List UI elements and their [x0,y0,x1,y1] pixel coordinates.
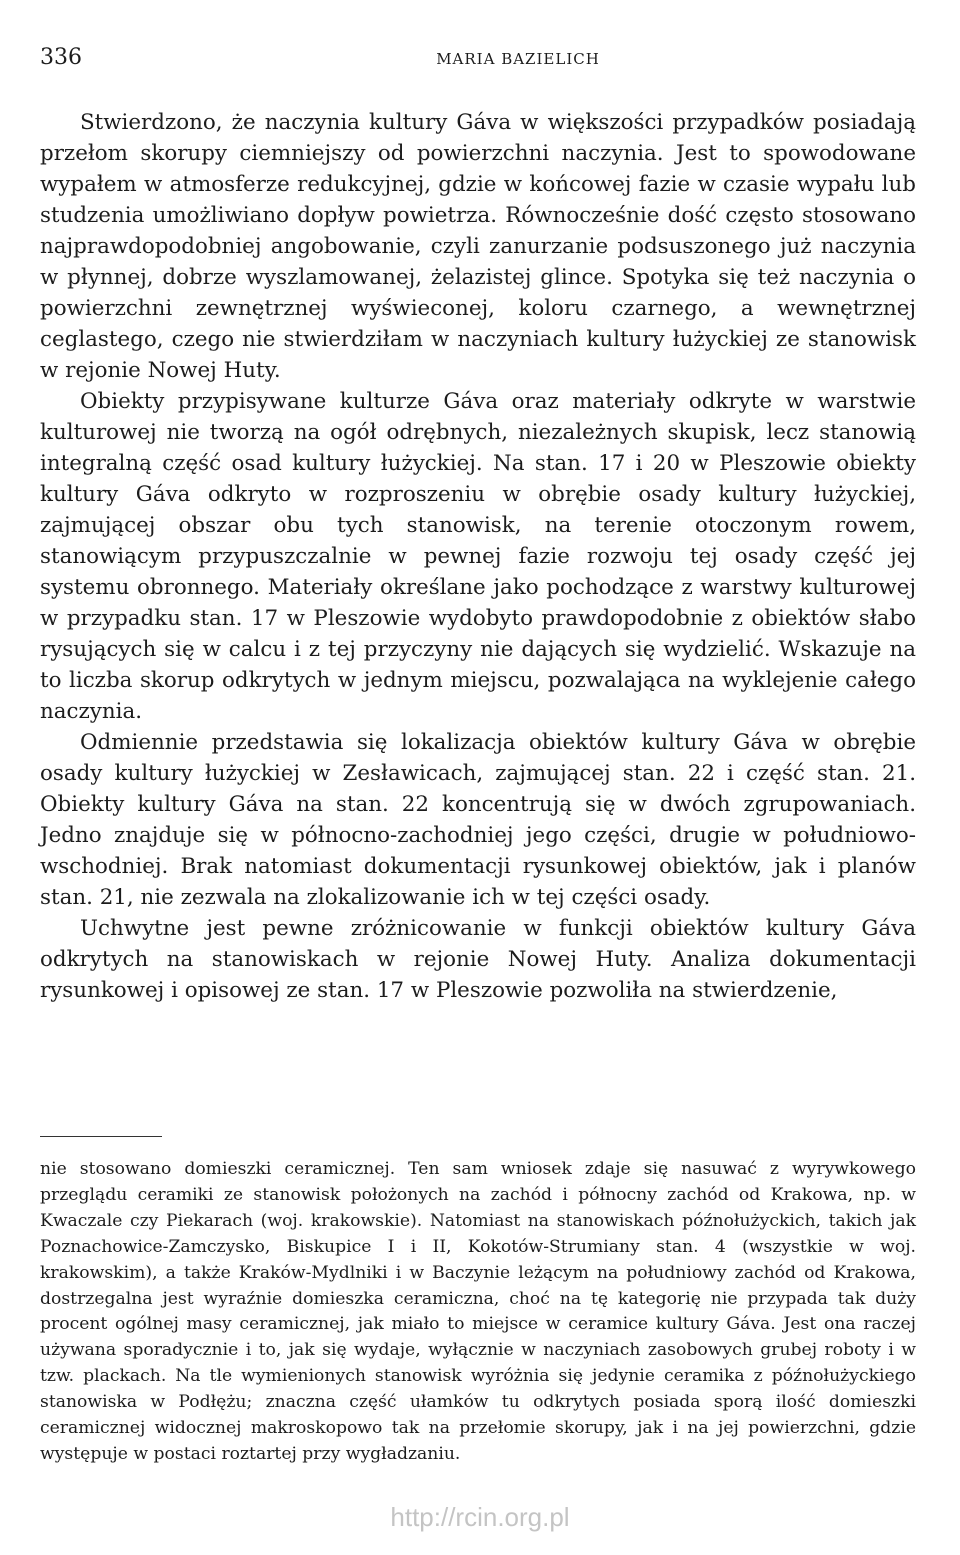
paragraph: Uchwytne jest pewne zróżnicowanie w funkcji obiektów kultury Gáva odkrytych na stanowiskach w rejonie Nowej Huty. Analiza dokumentacji rysunkowej i opisowej ze stan. 17 w Pleszowie pozwoliła na stwierdzenie, [40,916,916,1003]
page-header [40,40,916,80]
paragraph: Odmiennie przedstawia się lokalizacja obiektów kultury Gáva w obrębie osady kultury łużyckiej w Zesławicach, zajmującej stan. 22 i część stan. 21. Obiekty kultury Gáva na stan. 22 koncentrują się w dwóch zgrupowaniach. Jedno znajduje się w północno-zachodniej jego części, drugie w południowo-wschodniej. Brak natomiast dokumentacji rysunkowej obiektów, jak i planów stan. 21, nie zezwala na zlokalizowanie ich w tej części osady. [40,730,916,910]
running-head: MARIA BAZIELICH [436,50,600,68]
footnote: nie stosowano domieszki ceramicznej. Ten sam wniosek zdaje się nasuwać z wyrywkowego przeglądu ceramiki ze stanowisk położonych na zachód i północny zachód od Krakowa, np. w Kwaczale czy Piekarach (woj. krakowskie). Natomiast na stanowiskach późnołużyckich, takich jak Poznachowice-Zamczysko, Biskupice I i II, Kokotów-Strumiany stan. 4 (wszystkie w woj. krakowskim), a także Kraków-Mydlniki i w Baczynie leżącym na południowy zachód od Krakowa, dostrzegalna jest wyraźnie domieszka ceramiczna, choć na tę kategorię nie przypada tak duży procent ogólnej masy ceramicznej, jak miało to miejsce w ceramice kultury Gáva. Jest ona raczej używana sporadycznie i to, jak się wydaje, wyłącznie w naczyniach zasobowych grubej roboty i w tzw. plackach. Na tle wymienionych stanowisk wyróżnia się jedynie ceramika z późnołużyckiego stanowiska w Podłężu; znaczna część ułamków tu odkrytych posiada sporą ilość domieszki ceramicznej widocznej makroskopowo tak na przełomie skorupy, jak i na jej powierzchni, gdzie występuje w postaci roztartej przy wygładzaniu. [40,1159,916,1464]
footnote-divider [40,1136,162,1137]
body-text [40,107,916,1006]
paragraph: Stwierdzono, że naczynia kultury Gáva w większości przypadków posiadają przełom skorupy ciemniejszy od powierzchni naczynia. Jest to spowodowane wypałem w atmosferze redukcyjnej, gdzie w końcowej fazie w czasie wypału lub studzenia umożliwiano dopływ powietrza. Równocześnie dość często stosowano najprawdopodobniej angobowanie, czyli zanurzanie podsuszonego już naczynia w płynnej, dobrze wyszlamowanej, żelazistej glince. Spotyka się też naczynia o powierzchni zewnętrznej wyświeconej, koloru czarnego, a wewnętrznej ceglastego, czego nie stwierdziłam w naczyniach kultury łużyckiej ze stanowisk w rejonie Nowej Huty. [40,110,916,383]
page-number: 336 [40,45,82,70]
watermark-url: http://rcin.org.pl [390,1502,570,1532]
paragraph: Obiekty przypisywane kulturze Gáva oraz materiały odkryte w warstwie kulturowej nie tworzą na ogół odrębnych, niezależnych skupisk, lecz stanowią integralną część osad kultury łużyckiej. Na stan. 17 i 20 w Pleszowie obiekty kultury Gáva odkryto w rozproszeniu w obrębie osady kultury łużyckiej, zajmującej obszar obu tych stanowisk, na terenie otoczonym rowem, stanowiącym przypuszczalnie w pewnej fazie rozwoju tej osady część jej systemu obronnego. Materiały określane jako pochodzące z warstwy kulturowej w przypadku stan. 17 w Pleszowie wydobyto prawdopodobnie z obiektów słabo rysujących się w calcu i z tej przyczyny nie dających się wydzielić. Wskazuje na to liczba skorup odkrytych w jednym miejscu, pozwalająca na wyklejenie całego naczynia. [40,389,916,724]
document-page [40,40,916,1464]
